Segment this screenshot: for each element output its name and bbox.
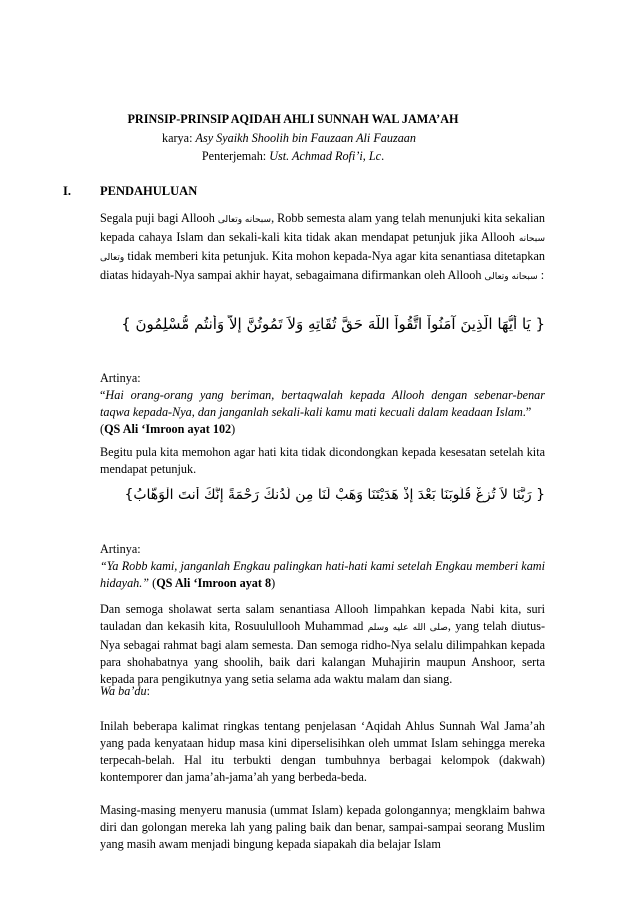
translator-name: Ust. Achmad Rofi’i, Lc — [269, 149, 382, 163]
translation-text: “Ya Robb kami, janganlah Engkau palingkan hati-hati kami setelah Engkau memberi kami hidayah.” — [100, 558, 545, 590]
section-number: I. — [63, 184, 71, 198]
paragraph-3 — [100, 601, 545, 688]
author-line — [0, 131, 608, 146]
author-name: Asy Syaikh Shoolih bin Fauzaan Ali Fauzaan — [195, 131, 416, 145]
translation-label: Artinya: — [100, 542, 141, 556]
intro-paragraph — [100, 210, 545, 286]
reference-close: ) — [231, 421, 236, 436]
quran-verse-1: { يَا أَيُّهَا الَّذِينَ آمَنُواْ اتَّقُواْ اللّهَ حَقَّ تُقَاتِهِ وَلاَ تَمُوتُنَّ إِلاَّ وَأَنتُم مُّسْلِمُونَ } — [121, 315, 545, 333]
reference-open: ( — [149, 575, 157, 590]
text-segment: Segala puji bagi Allooh — [100, 211, 218, 225]
text-segment: Dan semoga sholawat serta salam senantiasa Allooh limpahkan kepada Nabi kita, suri tauladan dan kekasih kita, Rosuulullooh Muhammad — [100, 602, 545, 633]
paragraph-2: Begitu pula kita memohon agar hati kita tidak dicondongkan kepada kesesatan setelah kita mendapat petunjuk. — [100, 445, 545, 476]
quote-open: “ — [100, 387, 106, 402]
wa-badu-line — [100, 683, 545, 700]
swt-honorific: سبحانه وتعالى — [484, 271, 538, 282]
paragraph-4: Inilah beberapa kalimat ringkas tentang penjelasan ‘Aqidah Ahlus Sunnah Wal Jama’ah yang pada kenyataan hidup masa kini diperselisihkan oleh ummat Islam sehingga mereka terpecah-belah. Hal itu terbukti dengan tumbuhnya berbagai kelompok (dakwah) kontemporer dan jama’ah-jama’ah yang berbeda-beda. — [100, 719, 545, 784]
text-segment: tidak memberi kita petunjuk. Kita mohon kepada-Nya agar kita senantiasa ditetapkan diatas hidayah-Nya sampai akhir hayat, sebagaimana difirmankan oleh Allooh — [100, 248, 545, 282]
swt-honorific: سبحانه وتعالى — [217, 215, 272, 225]
translation-text: Hai orang-orang yang beriman, bertaqwalah kepada Allooh dengan sebenar-benar taqwa kepada-Nya, dan janganlah sekali-kali kamu mati kecuali dalam keadaan Islam — [100, 387, 545, 419]
quran-verse-2: { رَبَّنَا لاَ تُزِغْ قُلُوبَنَا بَعْدَ إِذْ هَدَيْتَنَا وَهَبْ لَنَا مِن لَّدُنكَ رَحْمَةً إِنَّكَ أَنتَ الْوَهَّابُ} — [124, 487, 545, 503]
section-heading — [63, 184, 197, 199]
section-title: PENDAHULUAN — [100, 184, 198, 198]
translation-1: Artinya: “Hai orang-orang yang beriman, bertaqwalah kepada Allooh dengan sebenar-benar taqwa kepada-Nya, dan janganlah sekali-kali kamu mati kecuali dalam keadaan Islam.” (QS Ali ‘Imroon ayat 102) — [100, 371, 545, 436]
text-segment: : — [537, 267, 545, 282]
verse-reference: QS Ali ‘Imroon ayat 8 — [156, 575, 272, 590]
translator-suffix: . — [381, 149, 385, 163]
wa-badu-colon: : — [146, 684, 150, 698]
translation-label: Artinya: — [100, 371, 141, 385]
translator-line — [0, 149, 612, 164]
document-title: PRINSIP-PRINSIP AQIDAH AHLI SUNNAH WAL JAMA’AH — [127, 112, 459, 126]
translation-2 — [100, 541, 545, 592]
author-prefix: karya: — [162, 131, 196, 145]
verse-reference: QS Ali ‘Imroon ayat 102 — [104, 421, 232, 436]
translator-prefix: Penterjemah: — [201, 149, 270, 163]
text-segment: , Robb semesta alam yang telah menunjuki kita sekalian kepada cahaya Islam dan sekali-kali kita tidak akan mendapat petunjuk jika Allooh — [100, 211, 545, 244]
quote-close: .” — [522, 404, 532, 419]
text-segment: , yang telah diutus-Nya sebagai rahmat bagi alam semesta. Dan semoga ridho-Nya selalu dilimpahkan kepada para shohabatnya yang shoolih, baik dari kalangan Muhajirin maupun Anshoor, serta kepada para pengikutnya yang setia selama ada waktu malam dan siang. — [100, 618, 546, 686]
swt-honorific: سبحانه وتعالى — [100, 233, 545, 263]
reference-close: ) — [271, 575, 276, 590]
paragraph-5: Masing-masing menyeru manusia (ummat Islam) kepada golongannya; mengklaim bahwa diri dan golongan mereka lah yang paling baik dan benar, sampai-sampai seorang Muslim yang masih awam menjadi bingung kepada siapakah dia belajar Islam — [100, 803, 545, 851]
saw-honorific: صلى الله عليه وسلم — [367, 622, 448, 633]
wa-badu: Wa ba’du — [100, 684, 147, 698]
